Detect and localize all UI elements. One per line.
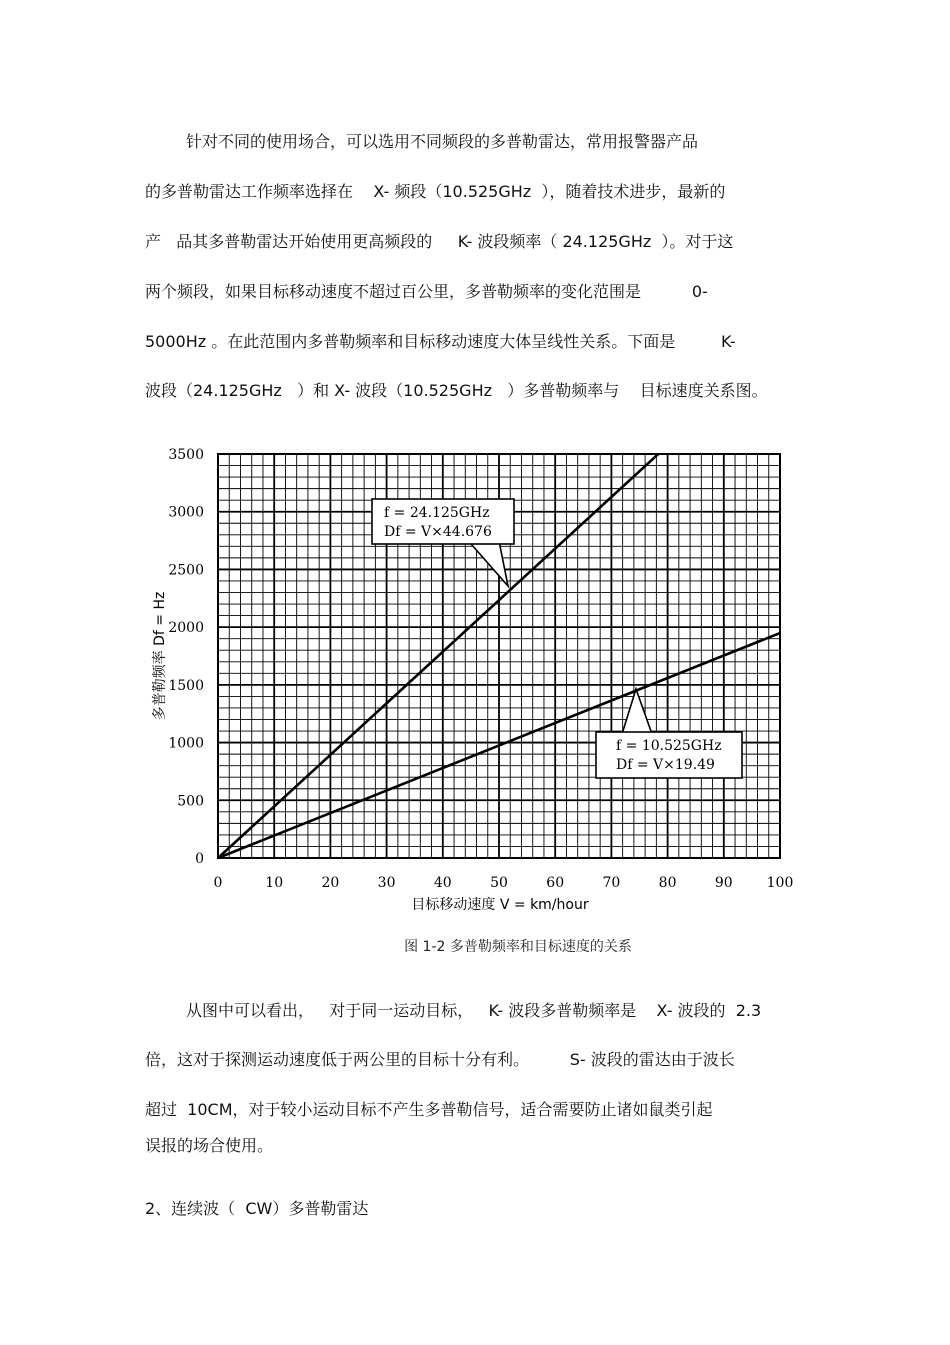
paragraph-2-line: 倍，这对于探测运动速度低于两公里的目标十分有利。 S- 波段的雷达由于波长 xyxy=(145,1050,735,1069)
paragraph-2-line: 从图中可以看出， 对于同一运动目标， K- 波段多普勒频率是 X- 波段的 2.3 xyxy=(186,1001,762,1020)
x-tick-labels xyxy=(214,875,794,891)
x-tick-label: 80 xyxy=(658,875,677,891)
y-tick-label: 2000 xyxy=(168,620,204,637)
x-tick-label: 0 xyxy=(213,875,223,891)
paragraph-1-line: 5000Hz 。在此范围内多普勒频率和目标移动速度大体呈线性关系。下面是 K- xyxy=(145,332,736,351)
paragraph-1-line: 两个频段，如果目标移动速度不超过百公里，多普勒频率的变化范围是 0- xyxy=(145,282,708,301)
x-tick-label: 40 xyxy=(433,875,452,891)
paragraph-2-line: 误报的场合使用。 xyxy=(145,1136,274,1155)
y-tick-label: 3500 xyxy=(168,447,204,463)
x-tick-label: 90 xyxy=(714,875,733,891)
y-tick-labels xyxy=(168,447,204,867)
x-tick-label: 100 xyxy=(766,875,794,891)
x-tick-label: 60 xyxy=(546,875,565,891)
y-tick-label: 1500 xyxy=(168,677,204,694)
chart-caption: 图 1-2 多普勒频率和目标速度的关系 xyxy=(404,939,632,955)
annotation-x-band xyxy=(596,689,742,778)
y-tick-label: 3000 xyxy=(168,504,204,521)
paragraph-1-line: 针对不同的使用场合，可以选用不同频段的多普勒雷达，常用报警器产品 xyxy=(186,132,699,151)
x-tick-label: 70 xyxy=(602,875,621,891)
annotation-x-band-line1: f = 10.525GHz xyxy=(616,738,722,754)
doppler-chart xyxy=(140,436,810,966)
y-tick-label: 2500 xyxy=(168,562,204,579)
paragraph-1-line: 波段（24.125GHz ）和 X- 波段（10.525GHz ）多普勒频率与 目标速度关系图。 xyxy=(145,381,768,400)
annotation-k-band-line1: f = 24.125GHz xyxy=(384,505,490,521)
x-axis-label: 目标移动速度 V = km/hour xyxy=(411,897,589,913)
x-tick-label: 10 xyxy=(265,875,284,891)
annotation-k-band-line2: Df = V×44.676 xyxy=(384,524,492,540)
x-tick-label: 20 xyxy=(321,875,340,891)
y-axis-label: 多普勒频率 Df = Hz xyxy=(152,591,168,721)
section-heading: 2、连续波（ CW）多普勒雷达 xyxy=(145,1199,369,1218)
x-tick-label: 30 xyxy=(377,875,396,891)
y-tick-label: 1000 xyxy=(168,735,204,752)
y-tick-label: 0 xyxy=(195,851,204,867)
x-tick-label: 50 xyxy=(490,875,508,891)
doppler-chart-svg xyxy=(140,436,810,966)
paragraph-2-line: 超过 10CM，对于较小运动目标不产生多普勒信号，适合需要防止诸如鼠类引起 xyxy=(145,1100,713,1119)
paragraph-1-line: 的多普勒雷达工作频率选择在 X- 频段（10.525GHz ），随着技术进步，最新的 xyxy=(145,182,726,201)
annotation-x-band-line2: Df = V×19.49 xyxy=(616,757,715,773)
y-tick-label: 500 xyxy=(177,793,204,810)
paragraph-1-line: 产 品其多普勒雷达开始使用更高频段的 K- 波段频率（ 24.125GHz ）。对于这 xyxy=(145,232,734,251)
